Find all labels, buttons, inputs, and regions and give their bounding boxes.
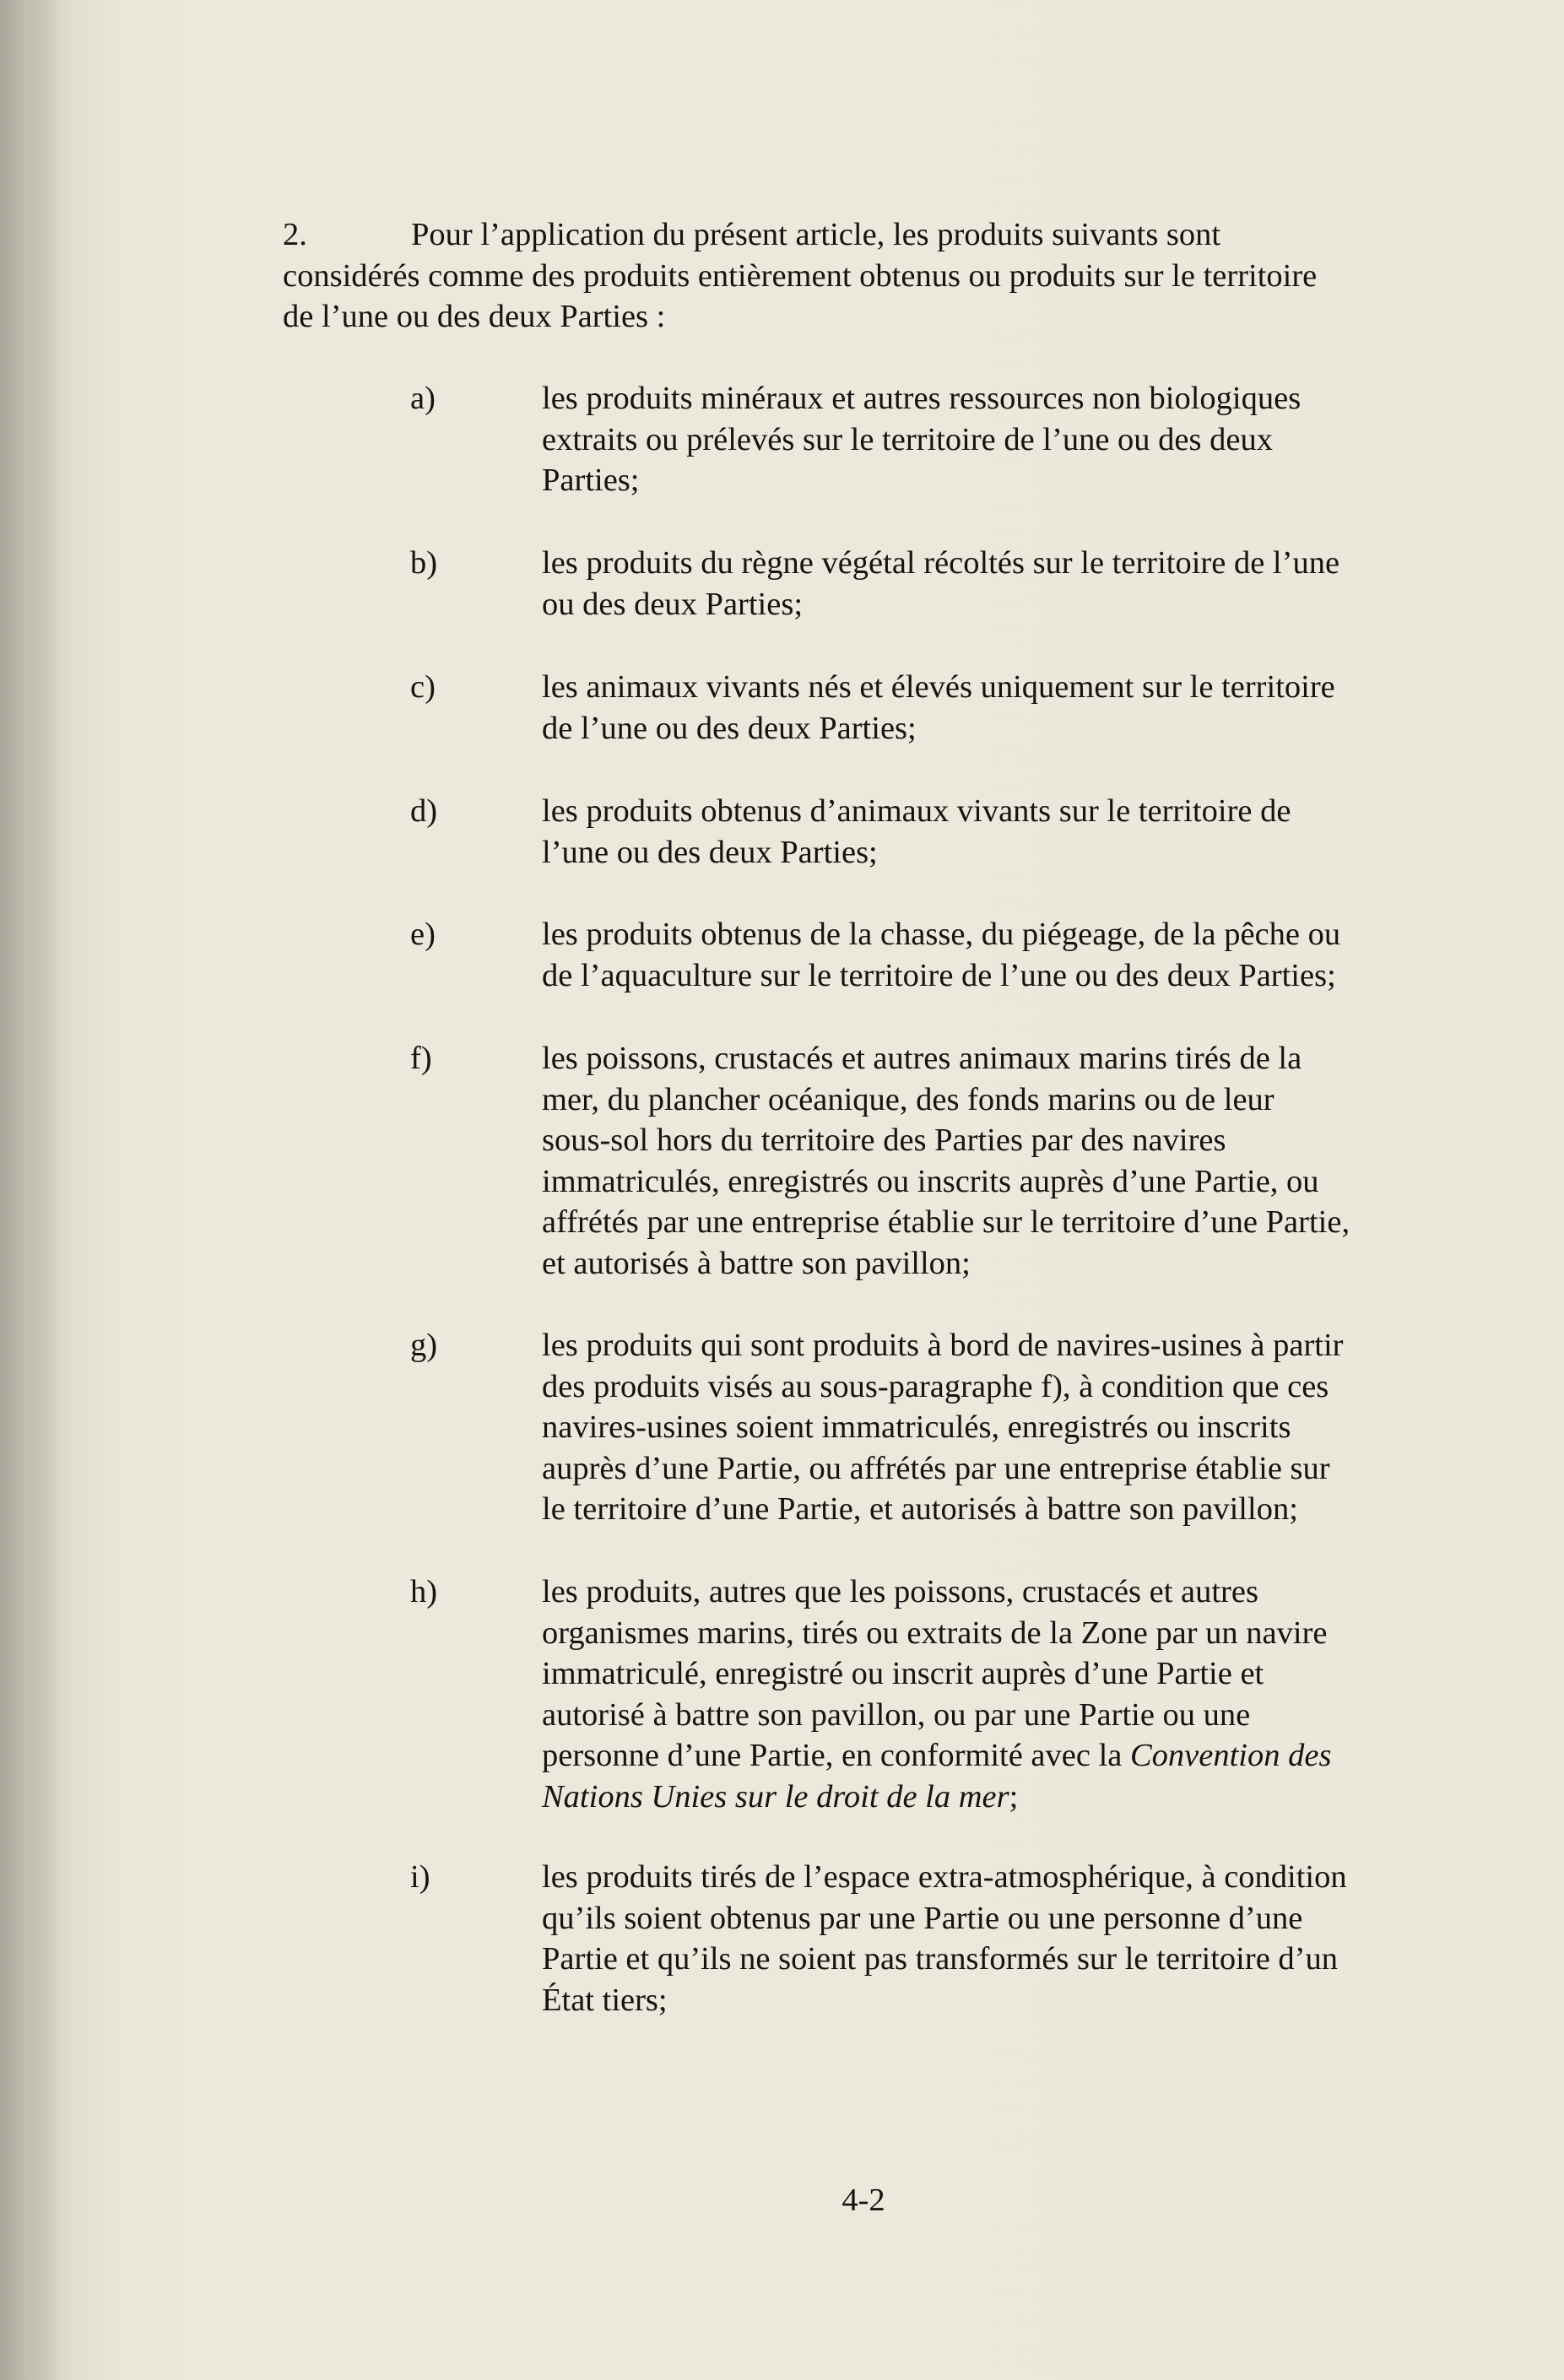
item-text-g (542, 1325, 1437, 1530)
paragraph-number: 2. (283, 217, 307, 252)
item-label-e: e) (410, 917, 436, 952)
item-label-c: c) (410, 669, 436, 705)
intro-line-3: de l’une ou des deux Parties : (283, 299, 666, 334)
item-line: les produits obtenus d’animaux vivants sur le territoire de (542, 793, 1291, 829)
item-line: les produits minéraux et autres ressources non biologiques (542, 381, 1302, 416)
item-text-a (542, 378, 1437, 501)
item-line: qu’ils soient obtenus par une Partie ou une personne d’une (542, 1900, 1303, 1936)
item-label-d: d) (410, 793, 438, 829)
item-line: l’une ou des deux Parties; (542, 834, 878, 870)
item-line: immatriculé, enregistré ou inscrit auprès d’une Partie et (542, 1656, 1264, 1691)
item-line: ou des deux Parties; (542, 586, 804, 622)
item-line: les poissons, crustacés et autres animaux marins tirés de la (542, 1041, 1302, 1076)
convention-title-part-2: Nations Unies sur le droit de la mer (542, 1778, 1009, 1815)
page-number: 4-2 (842, 2183, 885, 2218)
item-line: extraits ou prélevés sur le territoire de l’une ou des deux (542, 421, 1273, 457)
item-line: les produits, autres que les poissons, crustacés et autres (542, 1574, 1258, 1609)
item-text-b (542, 543, 1437, 625)
item-line: immatriculés, enregistrés ou inscrits auprès d’une Partie, ou (542, 1163, 1319, 1199)
item-line: autorisé à battre son pavillon, ou par une Partie ou une (542, 1696, 1251, 1733)
item-line: navires-usines soient immatriculés, enregistrés ou inscrits (542, 1409, 1291, 1445)
item-line: le territoire d’une Partie, et autorisés à battre son pavillon; (542, 1491, 1298, 1527)
item-text-c (542, 667, 1437, 749)
intro-paragraph (283, 214, 1464, 338)
item-line: les produits qui sont produits à bord de navires-usines à partir (542, 1328, 1344, 1363)
item-line (542, 1777, 1437, 1818)
item-label-h: h) (410, 1574, 438, 1609)
intro-line-1: Pour l’application du présent article, les produits suivants sont (411, 217, 1221, 252)
item-line: sous-sol hors du territoire des Parties par des navires (542, 1122, 1226, 1158)
item-line: les produits tirés de l’espace extra-atmosphérique, à condition (542, 1859, 1347, 1895)
item-line: organismes marins, tirés ou extraits de la Zone par un navire (542, 1615, 1328, 1651)
item-label-f: f) (410, 1041, 432, 1076)
item-line: et autorisés à battre son pavillon; (542, 1245, 971, 1281)
item-line: affrétés par une entreprise établie sur le territoire d’une Partie, (542, 1204, 1350, 1240)
item-line: les animaux vivants nés et élevés uniquement sur le territoire (542, 669, 1335, 705)
convention-title-part-1: Convention des (1130, 1738, 1332, 1773)
item-line-suffix: ; (1009, 1778, 1019, 1815)
item-line: mer, du plancher océanique, des fonds marins ou de leur (542, 1081, 1274, 1117)
item-line: les produits obtenus de la chasse, du piégeage, de la pêche ou (542, 917, 1341, 952)
binding-shadow (0, 0, 59, 2380)
item-line-prefix: personne d’une Partie, en conformité avec la (542, 1738, 1130, 1773)
item-line: Partie et qu’ils ne soient pas transformés sur le territoire d’un (542, 1941, 1338, 1977)
item-text-f (542, 1038, 1437, 1284)
item-line: État tiers; (542, 1982, 668, 2018)
item-line: de l’une ou des deux Parties; (542, 710, 917, 746)
item-label-a: a) (410, 381, 436, 416)
item-line: auprès d’une Partie, ou affrétés par une entreprise établie sur (542, 1450, 1330, 1486)
item-text-d (542, 791, 1437, 873)
item-line: des produits visés au sous-paragraphe f), à condition que ces (542, 1368, 1329, 1404)
item-line (542, 1735, 1437, 1777)
item-text-e (542, 914, 1437, 996)
item-line: de l’aquaculture sur le territoire de l’une ou des deux Parties; (542, 957, 1336, 993)
item-label-b: b) (410, 545, 438, 581)
item-text-h (542, 1571, 1437, 1817)
item-line: les produits du règne végétal récoltés sur le territoire de l’une (542, 545, 1340, 581)
item-label-g: g) (410, 1328, 438, 1363)
item-text-i (542, 1857, 1437, 2020)
item-line: Parties; (542, 462, 640, 498)
item-label-i: i) (410, 1859, 430, 1895)
intro-line-2: considérés comme des produits entièrement obtenus ou produits sur le territoire (283, 257, 1318, 294)
